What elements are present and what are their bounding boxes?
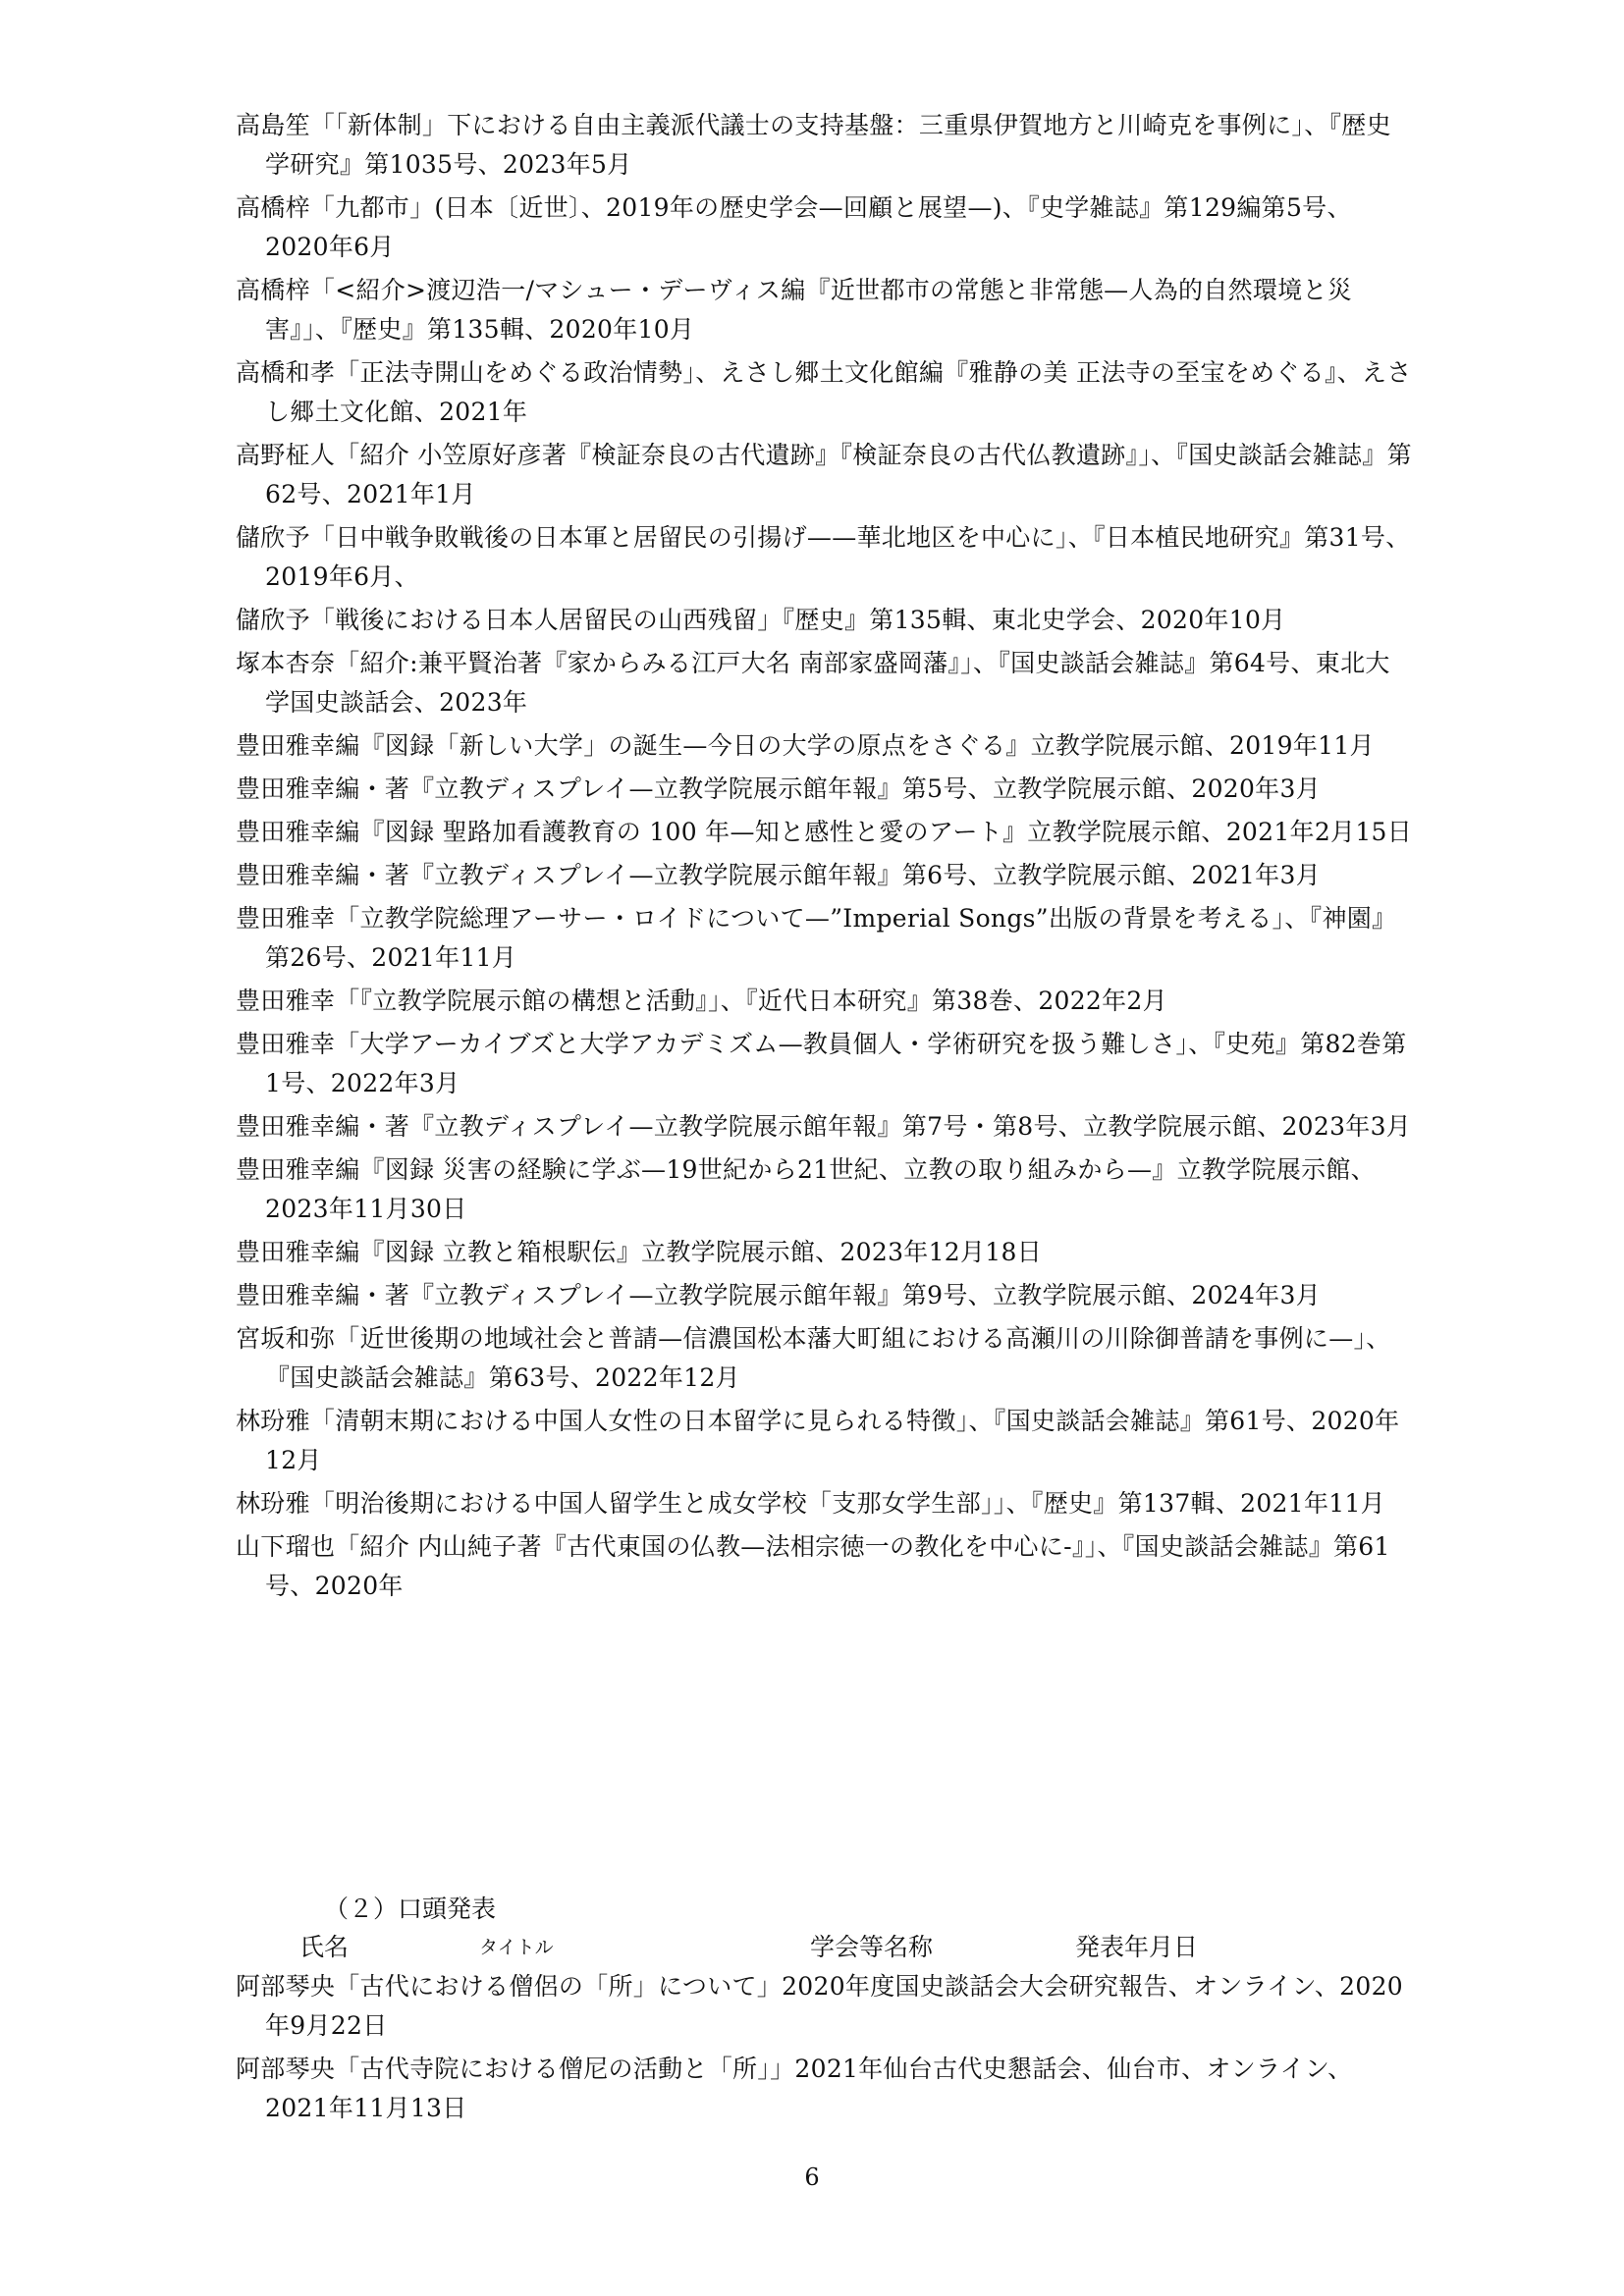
presentation-entry: 阿部琴央「古代における僧侶の「所」について」2020年度国史談話会大会研究報告、オンライン、2020年9月22日 <box>236 1972 1403 2040</box>
publication-entry: 高島笙「「新体制」下における自由主義派代議士の支持基盤：三重県伊賀地方と川崎克を事例に」、『歴史学研究』第1035号、2023年5月 <box>236 111 1391 179</box>
publication-entry: 林玢雅「明治後期における中国人留学生と成女学校「支那女学生部」」、『歴史』第137輯、2021年11月 <box>236 1489 1385 1518</box>
publication-entry: 高橋梓「九都市」(日本〔近世〕、2019年の歴史学会—回顧と展望—)、『史学雑誌』第129編第5号、2020年6月 <box>236 193 1352 261</box>
publication-entry: 豊田雅幸「立教学院総理アーサー・ロイドについて—”Imperial Songs”出版の背景を考える」、『神園』第26号、2021年11月 <box>236 904 1397 972</box>
oral-presentation-heading: （２）口頭発表 <box>324 1895 497 1923</box>
page-number: 6 <box>804 2163 820 2191</box>
publication-entry: 豊田雅幸「『立教学院展示館の構想と活動』」、『近代日本研究』第38巻、2022年2月 <box>236 987 1167 1015</box>
publication-entry: 豊田雅幸「大学アーカイブズと大学アカデミズム—教員個人・学術研究を扱う難しさ」、『史苑』第82巻第1号、2022年3月 <box>236 1030 1407 1097</box>
publication-entry: 塚本杏奈「紹介:兼平賢治著『家からみる江戸大名 南部家盛岡藩』」、『国史談話会雑誌』第64号、東北大学国史談話会、2023年 <box>236 649 1390 717</box>
publication-entry: 豊田雅幸編『図録 災害の経験に学ぶ—19世紀から21世紀、立教の取り組みから—』立教学院展示館、2023年11月30日 <box>236 1155 1376 1223</box>
publication-entry: 豊田雅幸編・著『立教ディスプレイ—立教学院展示館年報』第7号・第8号、立教学院展示館、2023年3月 <box>236 1112 1412 1141</box>
publication-entry: 林玢雅「清朝末期における中国人女性の日本留学に見られる特徴」、『国史談話会雑誌』第61号、2020年12月 <box>236 1407 1400 1474</box>
publication-entry: 豊田雅幸編・著『立教ディスプレイ—立教学院展示館年報』第5号、立教学院展示館、2020年3月 <box>236 774 1321 803</box>
publication-entry: 豊田雅幸編『図録 立教と箱根駅伝』立教学院展示館、2023年12月18日 <box>236 1238 1042 1266</box>
publication-entry: 豊田雅幸編・著『立教ディスプレイ—立教学院展示館年報』第9号、立教学院展示館、2024年3月 <box>236 1281 1321 1309</box>
publication-entry: 高橋梓「<紹介>渡辺浩一/マシュー・デーヴィス編『近世都市の常態と非常態—人為的自然環境と災害』」、『歴史』第135輯、2020年10月 <box>236 276 1353 344</box>
column-header-name: 氏名 <box>299 1933 350 1961</box>
publication-entry: 宮坂和弥「近世後期の地域社会と普請—信濃国松本藩大町組における高瀬川の川除御普請を事例に—」、『国史談話会雑誌』第63号、2022年12月 <box>236 1324 1391 1392</box>
column-headers <box>299 1928 1281 1967</box>
publication-entry: 儲欣予「戦後における日本人居留民の山西残留」『歴史』第135輯、東北史学会、2020年10月 <box>236 606 1286 634</box>
publication-entry: 豊田雅幸編・著『立教ディスプレイ—立教学院展示館年報』第6号、立教学院展示館、2021年3月 <box>236 861 1321 889</box>
presentation-entry: 阿部琴央「古代寺院における僧尼の活動と「所」」2021年仙台古代史懇話会、仙台市、オンライン、2021年11月13日 <box>236 2055 1353 2122</box>
column-header-title: タイトル <box>479 1937 554 1958</box>
publication-entry: 儲欣予「日中戦争敗戦後の日本軍と居留民の引揚げ——華北地区を中心に」、『日本植民地研究』第31号、2019年6月、 <box>236 523 1411 591</box>
column-header-society: 学会等名称 <box>810 1933 934 1961</box>
oral-presentation-list <box>236 1967 1414 2132</box>
publication-list <box>236 106 1414 1610</box>
publication-entry: 豊田雅幸編『図録「新しい大学」の誕生—今日の大学の原点をさぐる』立教学院展示館、2019年11月 <box>236 731 1375 760</box>
publication-entry: 高橋和孝「正法寺開山をめぐる政治情勢」、えさし郷土文化館編『雅静の美 正法寺の至宝をめぐる』、えさし郷土文化館、2021年 <box>236 358 1412 426</box>
publication-entry: 豊田雅幸編『図録 聖路加看護教育の 100 年—知と感性と愛のアート』立教学院展示館、2021年2月15日 <box>236 818 1413 846</box>
column-header-date: 発表年月日 <box>1075 1933 1199 1961</box>
publication-entry: 高野柾人「紹介 小笠原好彦著『検証奈良の古代遺跡』『検証奈良の古代仏教遺跡』」、『国史談話会雑誌』第62号、2021年1月 <box>236 441 1412 508</box>
publication-entry: 山下瑠也「紹介 内山純子著『古代東国の仏教—法相宗徳一の教化を中心に-』」、『国史談話会雑誌』第61号、2020年 <box>236 1532 1390 1600</box>
